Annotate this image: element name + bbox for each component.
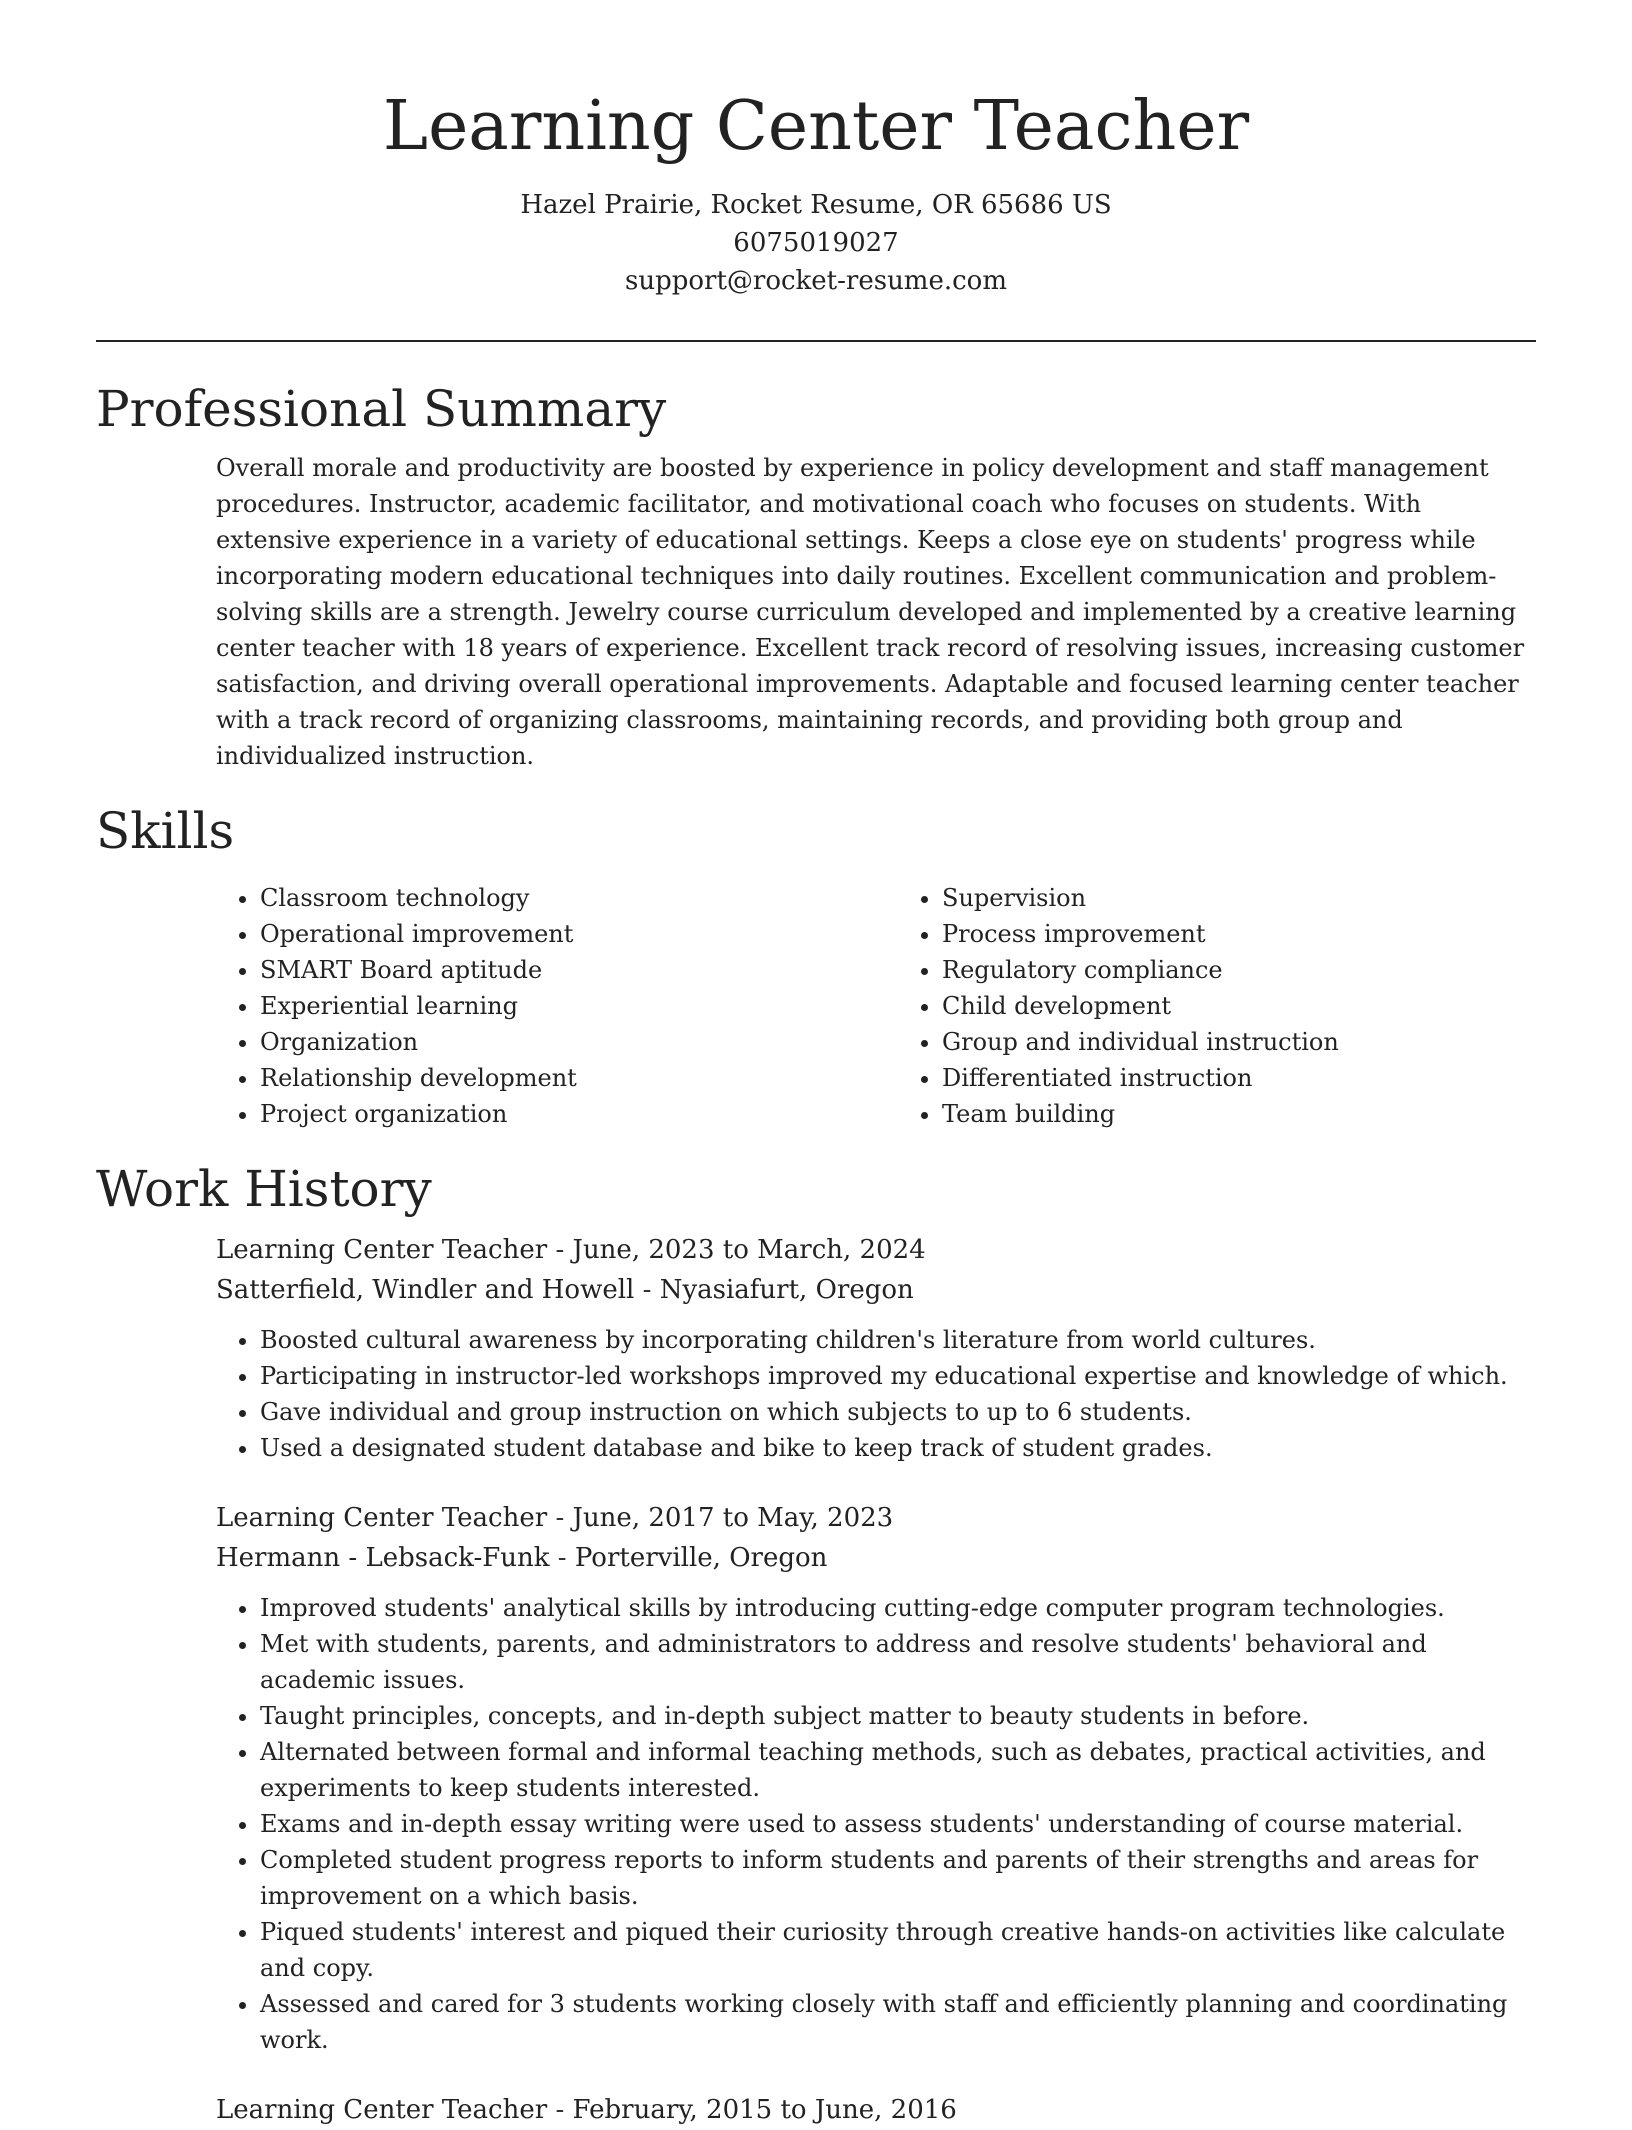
job-entry	[216, 1498, 1536, 2058]
job-bullet: • Assessed and cared for 3 students working closely with staff and efficiently planning and coordinating work.	[260, 1986, 1536, 2058]
job-bullet: • Taught principles, concepts, and in-depth subject matter to beauty students in before.	[260, 1698, 1536, 1734]
header-divider	[96, 340, 1536, 342]
job-bullet: • Participating in instructor-led workshops improved my educational expertise and knowledge of which.	[260, 1358, 1536, 1394]
skills-heading: Skills	[96, 802, 235, 860]
job-company: Hermann - Lebsack-Funk	[216, 1543, 550, 1573]
job-bullet: • Gave individual and group instruction on which subjects to up to 6 students.	[260, 1394, 1536, 1430]
skill-item: • Process improvement	[942, 916, 1536, 952]
skill-item: • Team building	[942, 1096, 1536, 1132]
separator: -	[547, 2095, 573, 2125]
summary-heading: Professional Summary	[96, 380, 667, 438]
separator: -	[547, 1235, 573, 1265]
job-bullet: • Boosted cultural awareness by incorporating children's literature from world cultures.	[260, 1322, 1536, 1358]
job-bullets	[216, 1590, 1536, 2058]
resume-page	[96, 0, 1536, 2130]
skills-column-right	[898, 880, 1536, 1132]
skill-item: • SMART Board aptitude	[260, 952, 854, 988]
contact-email: support@rocket-resume.com	[624, 266, 1007, 296]
job-entry	[216, 1230, 1536, 1466]
work-heading: Work History	[96, 1160, 432, 1218]
job-location: Nyasiafurt, Oregon	[659, 1275, 914, 1305]
contact-address: Hazel Prairie, Rocket Resume, OR 65686 US	[520, 190, 1112, 220]
job-company-line	[216, 1538, 1536, 1578]
skill-item: • Group and individual instruction	[942, 1024, 1536, 1060]
skills-column-left	[216, 880, 854, 1132]
job-title: Learning Center Teacher	[216, 1235, 548, 1265]
skill-item: • Regulatory compliance	[942, 952, 1536, 988]
skill-item: • Differentiated instruction	[942, 1060, 1536, 1096]
job-bullet: • Improved students' analytical skills by introducing cutting-edge computer program technologies.	[260, 1590, 1536, 1626]
skill-item: • Relationship development	[260, 1060, 854, 1096]
job-title: Learning Center Teacher	[216, 1503, 548, 1533]
job-bullet: • Used a designated student database and bike to keep track of student grades.	[260, 1430, 1536, 1466]
job-title-line	[216, 1230, 1536, 1270]
job-dates: June, 2017 to May, 2023	[572, 1503, 894, 1533]
skill-item: • Project organization	[260, 1096, 854, 1132]
resume-title: Learning Center Teacher	[382, 87, 1250, 166]
separator: -	[547, 1503, 573, 1533]
skills-list	[216, 880, 1536, 1132]
skill-item: • Operational improvement	[260, 916, 854, 952]
skill-item: • Classroom technology	[260, 880, 854, 916]
separator: -	[549, 1543, 575, 1573]
skill-item: • Experiential learning	[260, 988, 854, 1024]
job-bullet: • Met with students, parents, and administrators to address and resolve students' behavioral and academic issues.	[260, 1626, 1536, 1698]
job-dates: June, 2023 to March, 2024	[572, 1235, 926, 1265]
job-bullet: • Completed student progress reports to inform students and parents of their strengths and areas for improvement on a which basis.	[260, 1842, 1536, 1914]
job-title: Learning Center Teacher	[216, 2095, 548, 2125]
contact-phone: 6075019027	[733, 228, 899, 258]
job-bullet: • Alternated between formal and informal teaching methods, such as debates, practical activities, and experiments to keep students interested.	[260, 1734, 1536, 1806]
job-bullets	[216, 1322, 1536, 1466]
job-entry	[216, 2090, 1536, 2130]
skill-item: • Supervision	[942, 880, 1536, 916]
job-bullet: • Piqued students' interest and piqued their curiosity through creative hands-on activities like calculate and copy.	[260, 1914, 1536, 1986]
job-company-line	[216, 1270, 1536, 1310]
job-location: Porterville, Oregon	[574, 1543, 828, 1573]
summary-text: Overall morale and productivity are boosted by experience in policy development and staff management procedures. Instructor, academic facilitator, and motivational coach who focuses on students. With extensive experience in a variety of educational settings. Keeps a close eye on students' progress while incorporating modern educational techniques into daily routines. Excellent communication and problem-solving skills are a strength. Jewelry course curriculum developed and implemented by a creative learning center teacher with 18 years of experience. Excellent track record of resolving issues, increasing customer satisfaction, and driving overall operational improvements. Adaptable and focused learning center teacher with a track record of organizing classrooms, maintaining records, and providing both group and individualized instruction.	[216, 454, 1525, 770]
resume-header	[96, 0, 1536, 300]
job-title-line	[216, 2090, 1536, 2130]
separator: -	[634, 1275, 660, 1305]
job-title-line	[216, 1498, 1536, 1538]
skill-item: • Child development	[942, 988, 1536, 1024]
job-dates: February, 2015 to June, 2016	[572, 2095, 957, 2125]
job-bullet: • Exams and in-depth essay writing were used to assess students' understanding of course material.	[260, 1806, 1536, 1842]
skill-item: • Organization	[260, 1024, 854, 1060]
job-company: Satterfield, Windler and Howell	[216, 1275, 635, 1305]
